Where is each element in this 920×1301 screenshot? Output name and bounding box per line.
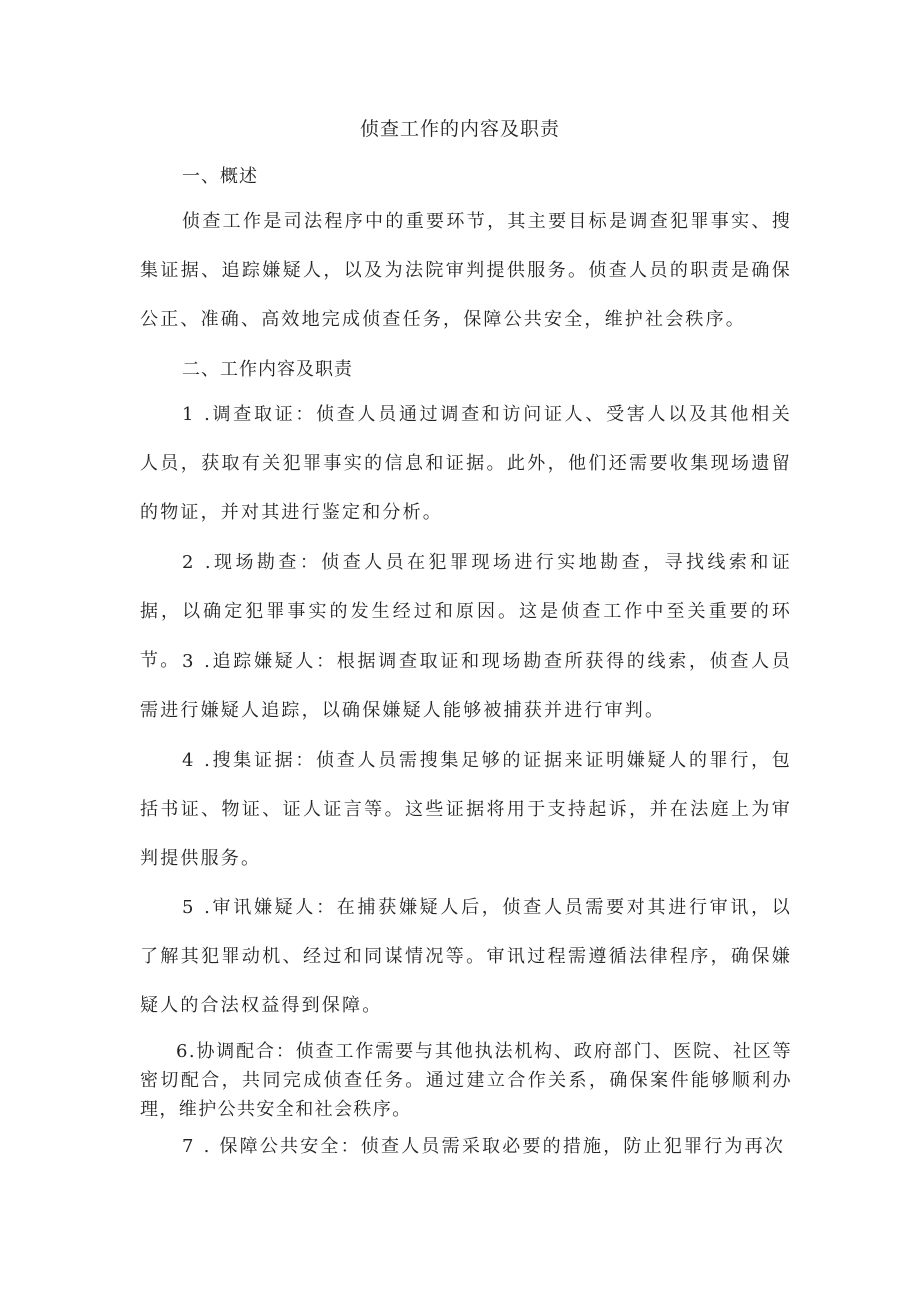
overview-paragraph: 侦查工作是司法程序中的重要环节，其主要目标是调查犯罪事实、搜集证据、追踪嫌疑人，以及为法院审判提供服务。侦查人员的职责是确保公正、准确、高效地完成侦查任务，保障公共安全，维护社会秩序。 bbox=[140, 211, 792, 330]
document-title: 侦查工作的内容及职责 bbox=[359, 118, 560, 140]
duty-item-3: 3 .追踪嫌疑人：根据调查取证和现场勘查所获得的线索，侦查人员需进行嫌疑人追踪，以确保嫌疑人能够被捕获并进行审判。 bbox=[140, 651, 792, 721]
duty-item-5: 5 .审讯嫌疑人：在捕获嫌疑人后，侦查人员需要对其进行审讯，以了解其犯罪动机、经过和同谋情况等。审讯过程需遵循法律程序，确保嫌疑人的合法权益得到保障。 bbox=[140, 897, 792, 1016]
duty-item-6: 6.协调配合：侦查工作需要与其他执法机构、政府部门、医院、社区等密切配合，共同完成侦查任务。通过建立合作关系，确保案件能够顺利办理，维护公共安全和社会秩序。 bbox=[140, 1041, 792, 1120]
duty-item-7: 7 . 保障公共安全：侦查人员需采取必要的措施，防止犯罪行为再次 bbox=[182, 1136, 786, 1157]
duty-item-2: 2 .现场勘查：侦查人员在犯罪现场进行实地勘查，寻找线索和证据，以确定犯罪事实的发生经过和原因。这是侦查工作中至关重要的环节。 bbox=[140, 552, 792, 671]
duty-item-4: 4 .搜集证据：侦查人员需搜集足够的证据来证明嫌疑人的罪行，包括书证、物证、证人证言等。这些证据将用于支持起诉，并在法庭上为审判提供服务。 bbox=[140, 750, 792, 869]
section-heading-overview: 一、概述 bbox=[182, 166, 258, 187]
section-heading-duties: 二、工作内容及职责 bbox=[182, 359, 353, 380]
duty-item-1: 1 .调查取证：侦查人员通过调查和访问证人、受害人以及其他相关人员，获取有关犯罪事实的信息和证据。此外，他们还需要收集现场遗留的物证，并对其进行鉴定和分析。 bbox=[140, 404, 792, 523]
